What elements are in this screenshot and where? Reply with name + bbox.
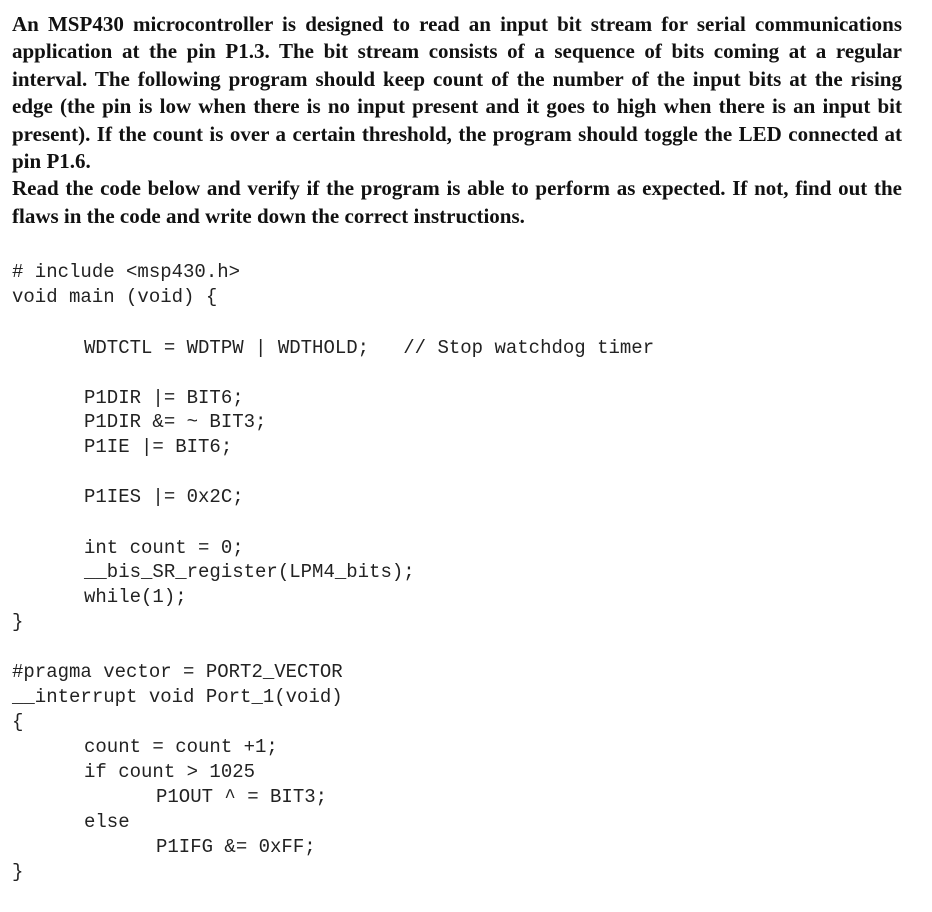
code-main-close: } xyxy=(12,611,24,633)
problem-paragraph-1: An MSP430 microcontroller is designed to read an input bit stream for serial communications application at the pin P1.3. The bit stream consists of a sequence of bits coming at a regular interval. The following program should keep count of the number of the input bits at the rising edge (the pin is low when there is no input present and it goes to high when there is an input bit present). If the count is over a certain threshold, the program should toggle the LED connected at pin P1.6. xyxy=(12,12,902,174)
code-p1ies: P1IES |= 0x2C; xyxy=(84,486,244,508)
code-p1dir-set: P1DIR |= BIT6; xyxy=(84,387,244,409)
code-isr-signature: __interrupt void Port_1(void) xyxy=(12,686,343,708)
code-bis-sr: __bis_SR_register(LPM4_bits); xyxy=(84,561,415,583)
code-pragma: #pragma vector = PORT2_VECTOR xyxy=(12,661,343,683)
code-isr-close: } xyxy=(12,861,24,883)
problem-paragraph-2: Read the code below and verify if the program is able to perform as expected. If not, find out the flaws in the code and write down the correct instructions. xyxy=(12,176,902,228)
code-wdt-line: WDTCTL = WDTPW | WDTHOLD; // Stop watchdog timer xyxy=(84,337,655,359)
code-count-inc: count = count +1; xyxy=(84,736,278,758)
code-include: # include <msp430.h> xyxy=(12,261,241,283)
code-if-line: if count > 1025 xyxy=(84,761,256,783)
code-p1out-toggle: P1OUT ^ = BIT3; xyxy=(156,786,328,808)
code-else-line: else xyxy=(84,811,130,833)
code-while-loop: while(1); xyxy=(84,586,187,608)
code-count-decl: int count = 0; xyxy=(84,537,244,559)
code-p1ie: P1IE |= BIT6; xyxy=(84,436,233,458)
code-p1ifg-line: P1IFG &= 0xFF; xyxy=(156,836,316,858)
code-p1dir-clear: P1DIR &= ~ BIT3; xyxy=(84,411,267,433)
code-main-signature: void main (void) { xyxy=(12,286,218,308)
problem-statement xyxy=(12,11,902,230)
code-isr-open: { xyxy=(12,711,24,733)
